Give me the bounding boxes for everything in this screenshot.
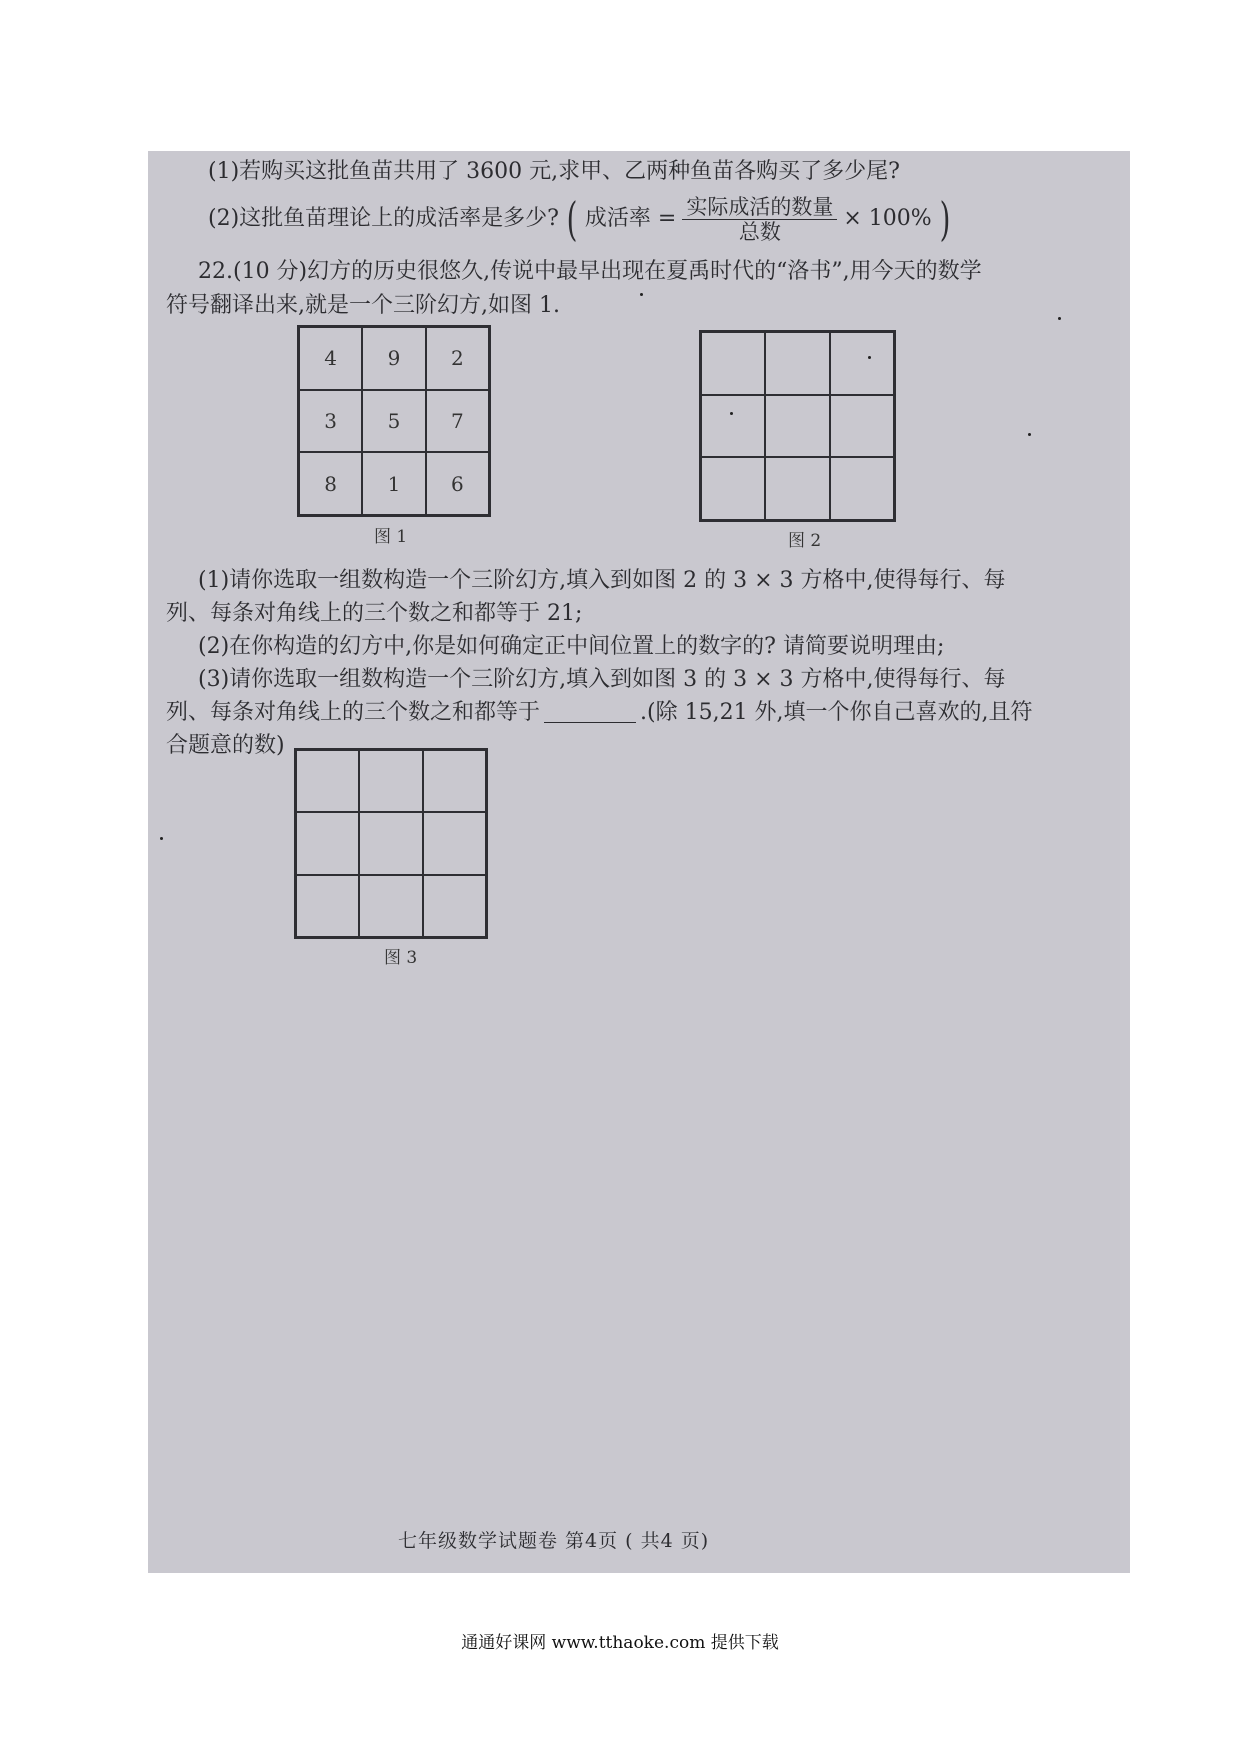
survival-rate-formula (559, 192, 958, 246)
scanned-exam-page (148, 151, 1130, 1573)
formula-times: × 100% (843, 206, 932, 231)
answer-blank (544, 700, 636, 723)
fig2-cell (830, 457, 894, 520)
page-number-footer: 七年级数学试题卷 第4页 ( 共4 页) (398, 1530, 710, 1552)
question-22-part-1-line-1: (1)请你选取一组数构造一个三阶幻方,填入到如图 2 的 3 × 3 方格中,使得每行、每 (198, 568, 1006, 593)
fig2-cell (830, 332, 894, 395)
download-watermark: 通通好课网 www.tthaoke.com 提供下载 (461, 1633, 779, 1653)
fig3-cell (423, 750, 486, 812)
scan-speck (1058, 317, 1061, 320)
fig2-cell (765, 395, 829, 458)
question-21-part-2 (208, 189, 958, 249)
question-21-part-2-text: (2)这批鱼苗理论上的成活率是多少? (208, 206, 559, 231)
fig1-cell: 9 (362, 327, 425, 390)
figure-3-empty-grid (294, 748, 488, 939)
fig2-cell (765, 332, 829, 395)
fig3-cell (296, 812, 359, 874)
fig1-cell: 5 (362, 390, 425, 453)
scan-speck (868, 356, 871, 359)
question-22-part-1-line-2: 列、每条对角线上的三个数之和都等于 21; (166, 601, 583, 626)
fig2-cell (765, 457, 829, 520)
part-3-sum-prompt: 列、每条对角线上的三个数之和都等于 (166, 700, 541, 725)
question-22-intro-line-2: 符号翻译出来,就是一个三阶幻方,如图 1. (166, 293, 560, 318)
figure-1-caption: 图 1 (374, 527, 408, 547)
fig1-cell: 3 (299, 390, 362, 453)
fig3-cell (359, 750, 422, 812)
figure-2-caption: 图 2 (788, 531, 822, 551)
fig1-cell: 2 (426, 327, 489, 390)
scan-speck (1028, 433, 1031, 436)
left-paren: ( (566, 192, 578, 246)
question-22-part-3-line-1: (3)请你选取一组数构造一个三阶幻方,填入到如图 3 的 3 × 3 方格中,使得每行、每 (198, 667, 1006, 692)
fig1-cell: 1 (362, 452, 425, 515)
fraction-denominator: 总数 (738, 219, 781, 244)
fig2-cell (701, 332, 765, 395)
fig2-cell (701, 457, 765, 520)
fig3-cell (296, 750, 359, 812)
right-paren: ) (939, 192, 951, 246)
fig2-cell (830, 395, 894, 458)
figure-3-caption: 图 3 (384, 948, 418, 968)
figure-2-empty-grid (699, 330, 896, 522)
scan-speck (730, 412, 733, 415)
fig3-cell (296, 875, 359, 937)
question-22-part-2: (2)在你构造的幻方中,你是如何确定正中间位置上的数字的? 请简要说明理由; (198, 634, 945, 659)
question-22-intro-line-1: 22.(10 分)幻方的历史很悠久,传说中最早出现在夏禹时代的“洛书”,用今天的数学 (198, 259, 982, 284)
fig3-cell (423, 875, 486, 937)
fig3-cell (359, 812, 422, 874)
fig1-cell: 7 (426, 390, 489, 453)
fig3-cell (423, 812, 486, 874)
question-21-part-1: (1)若购买这批鱼苗共用了 3600 元,求甲、乙两种鱼苗各购买了多少尾? (208, 159, 900, 184)
fig1-cell: 8 (299, 452, 362, 515)
fraction-numerator: 实际成活的数量 (682, 195, 837, 220)
part-3-sum-note: .(除 15,21 外,填一个你自己喜欢的,且符 (640, 700, 1033, 725)
fig2-cell (701, 395, 765, 458)
scan-speck (160, 837, 163, 840)
fig3-cell (359, 875, 422, 937)
question-22-part-3-line-2 (166, 698, 1033, 728)
figure-1-magic-square (297, 325, 491, 517)
formula-fraction (682, 195, 837, 244)
formula-label: 成活率 = (584, 206, 677, 231)
fig1-cell: 4 (299, 327, 362, 390)
fig1-cell: 6 (426, 452, 489, 515)
scan-speck (640, 293, 643, 296)
question-22-part-3-line-3: 合题意的数) (166, 733, 285, 758)
